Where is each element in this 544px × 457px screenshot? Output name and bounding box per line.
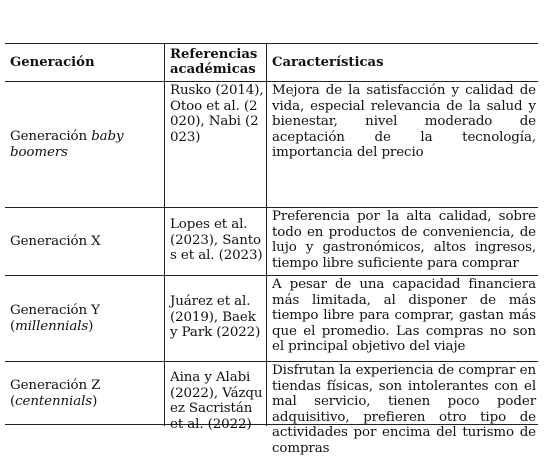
references-cell: Juárez et al. (2019), Baek y Park (2022) (165, 276, 267, 361)
references-cell: Rusko (2014), Otoo et al. (2020), Nabi (2023) (165, 82, 267, 207)
generation-cell: Generación Y (millennials) (5, 276, 165, 361)
header-references (165, 44, 267, 81)
generation-cell: Generación baby boomers (5, 82, 165, 207)
characteristics-cell: Disfrutan la experiencia de comprar en tiendas físicas, son intolerantes con el mal servicio, tienen poco poder adquisitivo, prefieren otro tipo de actividades por encima del turismo de compras (272, 363, 536, 456)
characteristics-cell: Preferencia por la alta calidad, sobre todo en productos de conveniencia, de lujo y gastronómicos, altos ingresos, tiempo libre suficiente para comprar (272, 209, 536, 271)
table-row (5, 208, 538, 276)
header-characteristics-label: Características (272, 55, 384, 70)
generation-cell: Generación X (5, 208, 165, 275)
references-cell: Lopes et al. (2023), Santos et al. (2023) (165, 208, 267, 275)
header-generation-label: Generación (10, 55, 95, 70)
generations-table (5, 43, 538, 456)
characteristics-cell: A pesar de una capacidad financiera más limitada, al disponer de más tiempo libre para comprar, gastan más que el promedio. Las compras no son el principal objetivo del viaje (272, 277, 536, 355)
generation-cell: Generación Z (centennials) (5, 362, 165, 426)
header-characteristics (267, 44, 538, 81)
table-row (5, 82, 538, 208)
references-cell: Aina y Alabi (2022), Vázquez Sacristán et al. (2022) (165, 362, 267, 426)
header-references-line1: Referencias (170, 47, 258, 62)
header-generation (5, 44, 165, 81)
table-header-row (5, 44, 538, 82)
table-row (5, 362, 538, 456)
table-row (5, 276, 538, 362)
characteristics-cell: Mejora de la satisfacción y calidad de vida, especial relevancia de la salud y bienestar, nivel moderado de aceptación de la tecnología, importancia del precio (272, 83, 536, 161)
header-references-line2: académicas (170, 62, 256, 77)
